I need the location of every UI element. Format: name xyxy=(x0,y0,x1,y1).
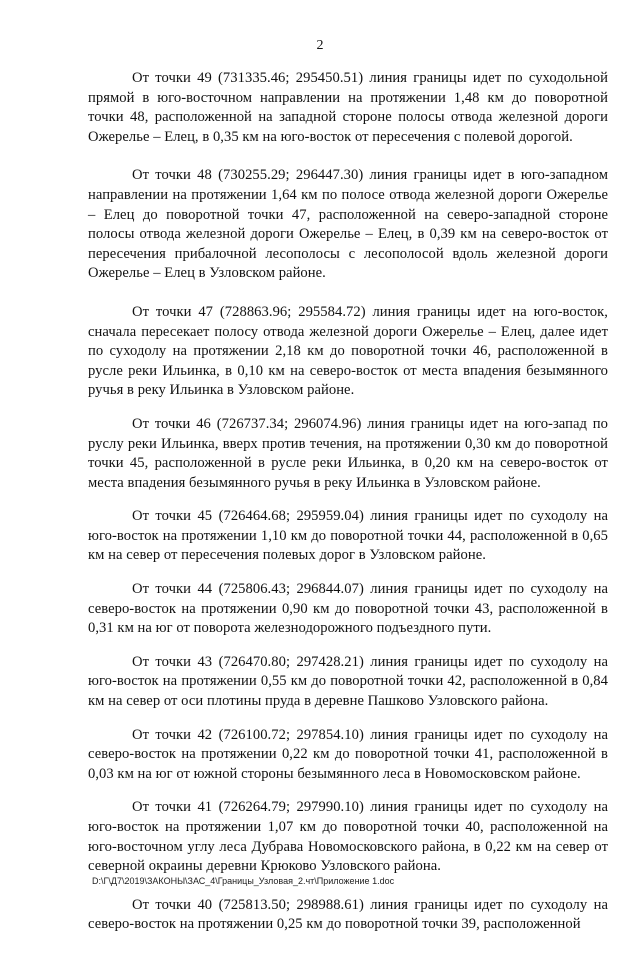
paragraph-point-47: От точки 47 (728863.96; 295584.72) линия границы идет на юго-восток, сначала пересекает полосу отвода железной дороги Ожерелье – Елец, далее идет по суходолу на протяжении 2,18 км до поворотной точки 46, расположенной в русле реки Ильинка, в 0,10 км на северо-восток от места впадения безымянного ручья в реку Ильинка в Узловском районе. xyxy=(88,303,608,399)
paragraph-point-40: От точки 40 (725813.50; 298988.61) линия границы идет по суходолу на северо-восток на протяжении 0,25 км до поворотной точки 39, расположенной xyxy=(88,896,608,933)
footer-file-path: D:\Г\Д7\2019\ЗАКОНЫ\ЗАС_4\Границы_Узловая_2.чт\Приложение 1.doc xyxy=(92,876,395,886)
paragraph-point-41: От точки 41 (726264.79; 297990.10) линия границы идет по суходолу на юго-восток на протяжении 1,07 км до поворотной точки 40, расположенной на юго-восточном углу леса Дубрава Новомосковского района, в 0,22 км на север от северной окраины деревни Крюково Узловского района. xyxy=(88,799,608,875)
paragraph-point-45: От точки 45 (726464.68; 295959.04) линия границы идет по суходолу на юго-восток на протяжении 1,10 км до поворотной точки 44, расположенной в 0,65 км на север от пересечения полевых дорог в Узловском районе. xyxy=(88,508,608,564)
page-number: 2 xyxy=(316,38,324,53)
paragraph-point-49: От точки 49 (731335.46; 295450.51) линия границы идет по суходольной прямой в юго-восточном направлении на протяжении 1,48 км до поворотной точки 48, расположенной на западной стороне полосы отвода железной дороги Ожерелье – Елец, в 0,35 км на юго-восток от пересечения с полевой дорогой. xyxy=(88,70,608,145)
paragraph-point-46: От точки 46 (726737.34; 296074.96) линия границы идет на юго-запад по руслу реки Ильинка, вверх против течения, на протяжении 0,30 км до поворотной точки 45, расположенной в русле реки Ильинка, в 0,20 км на северо-восток от места впадения безымянного ручья в реку Ильинка в Узловском районе. xyxy=(88,415,608,491)
paragraph-point-43: От точки 43 (726470.80; 297428.21) линия границы идет по суходолу на юго-восток на протяжении 0,55 км до поворотной точки 42, расположенной в 0,84 км на север от оси плотины пруда в деревне Пашково Узловского района. xyxy=(88,653,608,710)
paragraph-point-42: От точки 42 (726100.72; 297854.10) линия границы идет по суходолу на северо-восток на протяжении 0,22 км до поворотной точки 41, расположенной в 0,03 км на юг от южной стороны безымянного леса в Новомосковском районе. xyxy=(88,726,608,782)
document-body xyxy=(88,69,608,954)
paragraph-point-44: От точки 44 (725806.43; 296844.07) линия границы идет по суходолу на северо-восток на протяжении 0,90 км до поворотной точки 43, расположенной в 0,31 км на юг от поворота железнодорожного подъездного пути. xyxy=(88,581,608,637)
paragraph-point-48: От точки 48 (730255.29; 296447.30) линия границы идет в юго-западном направлении на протяжении 1,64 км по полосе отвода железной дороги Ожерелье – Елец до поворотной точки 47, расположенной на северо-западной стороне полосы отвода железной дороги Ожерелье – Елец, в 0,39 км на северо-восток от пересечения прибалочной лесополосы с лесополосой вдоль железной дороги Ожерелье – Елец в Узловском районе. xyxy=(88,167,608,282)
